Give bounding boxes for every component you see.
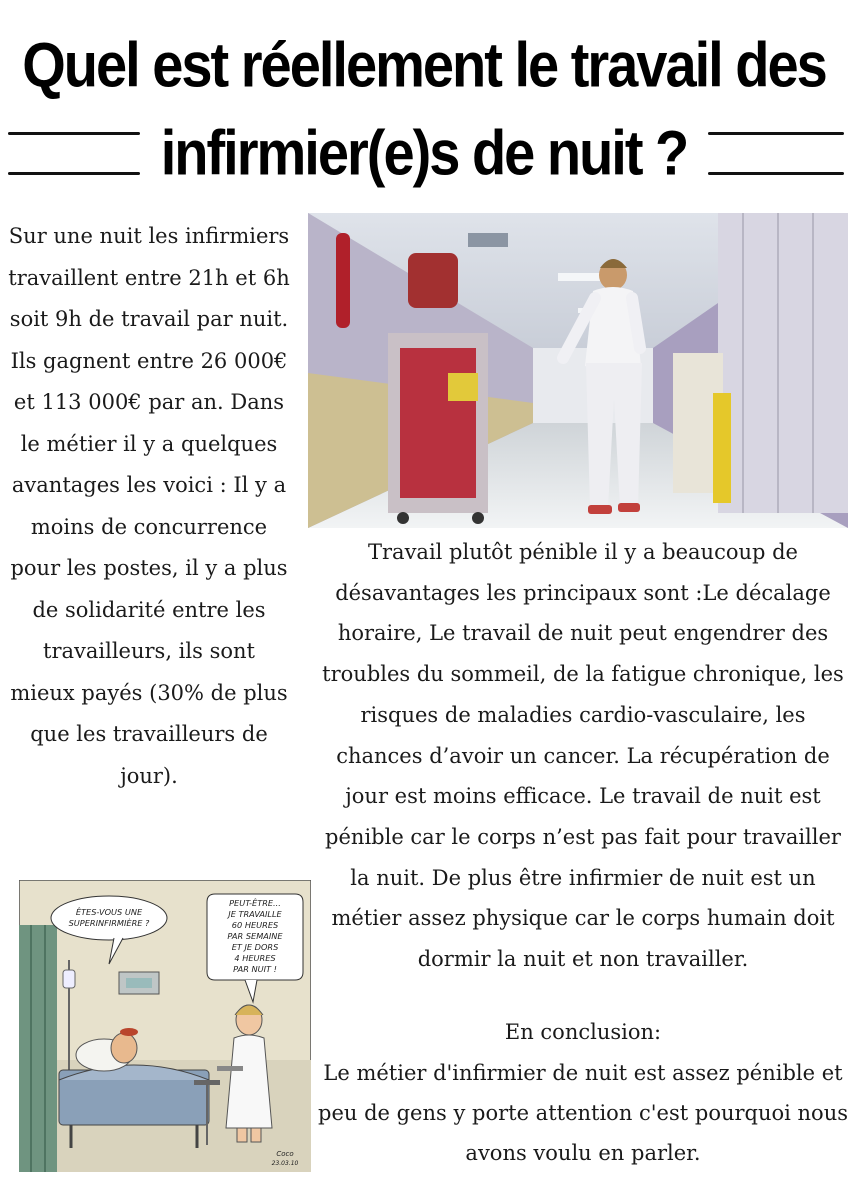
bubble-right-line-4: PAR SEMAINE <box>227 931 283 941</box>
title-rule-left-bottom <box>8 172 140 175</box>
page-title-line-1: Quel est réellement le travail des <box>22 29 826 100</box>
bubble-right-line-2: JE TRAVAILLE <box>228 909 282 919</box>
title-rule-left-top <box>8 132 140 135</box>
left-column-text: Sur une nuit les infirmiers travaillent entre 21h et 6h soit 9h de travail par nuit. Ils gagnent entre 26 000€ et 113 000€ par an. Dans le métier il y a quelques avantages les voici : Il y a moins de concurrence pour les postes, il y a plus de solidarité entre les travailleurs, ils sont mieux payés (30% de plus que les travailleurs de jour). <box>8 224 290 788</box>
bubble-left-line-2: SUPERINFIRMIÈRE ? <box>68 918 150 928</box>
bubble-right-line-7: PAR NUIT ! <box>233 964 277 974</box>
conclusion-text: Le métier d'infirmier de nuit est assez pénible et peu de gens y porte attention c'est pourquoi nous avons voulu en parler. <box>318 1061 848 1165</box>
bubble-right-line-3: 60 HEURES <box>231 920 279 930</box>
hospital-corridor-photo <box>308 213 848 528</box>
title-rule-right-top <box>708 132 844 135</box>
title-rule-right-bottom <box>708 172 844 175</box>
cartoon-signature: Coco <box>276 1150 294 1158</box>
nurse-cartoon <box>19 880 311 1172</box>
cartoon-date: 23.03.10 <box>271 1160 299 1167</box>
bubble-right-line-5: ET JE DORS <box>231 942 279 952</box>
bubble-left-line-1: ÊTES-VOUS UNE <box>75 907 143 917</box>
page-title-line-2: infirmier(e)s de nuit ? <box>160 117 688 188</box>
bubble-right-line-6: 4 HEURES <box>234 953 276 963</box>
right-column-text: Travail plutôt pénible il y a beaucoup de désavantages les principaux sont :Le décalage horaire, Le travail de nuit peut engendrer des troubles du sommeil, de la fatigue chronique, les risques de maladies cardio-vasculaire, les chances d’avoir un cancer. La récupération de jour est moins efficace. Le travail de nuit est pénible car le corps n’est pas fait pour travailler la nuit. De plus être infirmier de nuit est un métier assez physique car le corps humain doit dormir la nuit et non travailler. <box>322 540 844 972</box>
conclusion-heading: En conclusion: <box>504 1020 662 1044</box>
bubble-right-line-1: PEUT-ÊTRE... <box>229 898 281 908</box>
